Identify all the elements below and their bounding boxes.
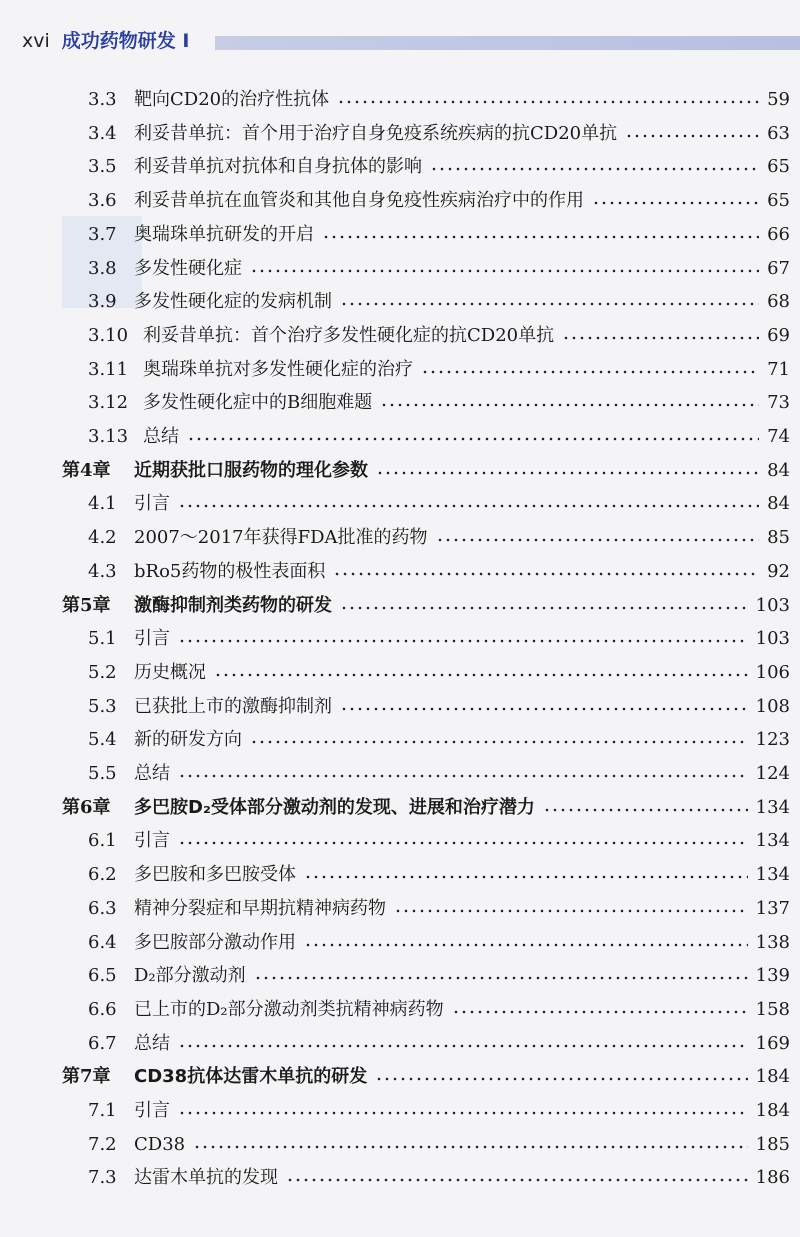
toc-entry-number: 5.1 <box>88 628 117 650</box>
toc-leader-dots <box>340 302 759 306</box>
toc-chapter-row <box>0 455 800 487</box>
toc-entry-number: 4.1 <box>88 493 117 515</box>
toc-section-row <box>0 1162 800 1194</box>
toc-entry-title: 多巴胺和多巴胺受体 <box>134 864 296 886</box>
toc-entry-number: 4.2 <box>88 527 117 549</box>
header-color-bar <box>215 36 800 50</box>
toc-leader-dots <box>286 1178 748 1182</box>
toc-page-number: 103 <box>755 594 790 616</box>
toc-leader-dots <box>322 235 759 239</box>
toc-entry-title: 利妥昔单抗：首个用于治疗自身免疫系统疾病的抗CD20单抗 <box>134 122 618 144</box>
toc-leader-dots <box>214 673 748 677</box>
toc-entry-number: 7.1 <box>88 1100 117 1121</box>
toc-page-number: 124 <box>755 763 790 784</box>
toc-entry-number: 6.6 <box>88 998 117 1020</box>
toc-chapter-row <box>0 1061 800 1093</box>
toc-section-row <box>0 556 800 588</box>
page-label: xvi <box>22 30 50 52</box>
toc-entry-number: 第7章 <box>62 1066 111 1088</box>
toc-page-number: 65 <box>767 190 790 212</box>
toc-page-number: 69 <box>767 324 790 346</box>
toc-section-row <box>0 1095 800 1127</box>
toc-page-number: 186 <box>755 1167 790 1189</box>
toc-entry-number: 6.7 <box>88 1032 117 1054</box>
toc-page-number: 106 <box>755 661 790 683</box>
toc-leader-dots <box>254 976 748 980</box>
toc-entry-title: CD38抗体达雷木单抗的研发 <box>134 1066 368 1088</box>
toc-page-number: 134 <box>755 830 790 852</box>
toc-section-row <box>0 522 800 554</box>
toc-leader-dots <box>436 538 759 542</box>
toc-leader-dots <box>333 572 759 576</box>
toc-entry-number: 3.12 <box>88 392 129 414</box>
toc-page-number: 84 <box>767 459 790 481</box>
toc-section-row <box>0 253 800 285</box>
toc-page-number: 134 <box>755 796 790 818</box>
toc-entry-title: 利妥昔单抗在血管炎和其他自身免疫性疾病治疗中的作用 <box>134 190 584 212</box>
toc-page-number: 66 <box>767 223 790 245</box>
toc-entry-title: 2007～2017年获得FDA批准的药物 <box>134 527 428 549</box>
toc-section-row <box>0 691 800 723</box>
toc-entry-title: 多巴胺部分激动作用 <box>134 931 296 953</box>
toc-entry-title: 已获批上市的激酶抑制剂 <box>134 695 332 717</box>
toc-entry-title: 新的研发方向 <box>134 729 242 751</box>
toc-page-number: 108 <box>755 695 790 717</box>
toc-entry-title: CD38 <box>134 1133 186 1155</box>
toc-entry-title: 近期获批口服药物的理化参数 <box>134 459 368 481</box>
toc-entry-number: 5.2 <box>88 661 117 683</box>
header-text <box>22 26 189 53</box>
toc-entry-title: 靶向CD20的治疗性抗体 <box>134 89 330 110</box>
toc-page-number: 123 <box>755 729 790 751</box>
toc-entry-title: 多发性硬化症的发病机制 <box>134 291 332 313</box>
toc-section-row <box>0 758 800 790</box>
toc-entry-title: 精神分裂症和早期抗精神病药物 <box>134 897 386 919</box>
toc-entry-number: 3.7 <box>88 223 117 245</box>
toc-entry-number: 3.8 <box>88 257 117 279</box>
toc-section-row <box>0 151 800 183</box>
toc-page-number: 71 <box>767 358 790 380</box>
toc-leader-dots <box>178 841 748 845</box>
toc-page-number: 67 <box>767 257 790 279</box>
toc-leader-dots <box>178 774 748 778</box>
toc-entry-number: 6.4 <box>88 931 117 953</box>
toc-entry-title: 利妥昔单抗：首个治疗多发性硬化症的抗CD20单抗 <box>143 324 555 346</box>
toc-chapter-row <box>0 792 800 824</box>
toc-leader-dots <box>304 943 748 947</box>
toc-entry-number: 第4章 <box>62 459 111 481</box>
toc-leader-dots <box>375 1077 748 1081</box>
toc-entry-number: 6.5 <box>88 965 117 987</box>
toc-entry-number: 3.3 <box>88 89 117 110</box>
toc-entry-number: 3.11 <box>88 358 129 380</box>
toc-entry-title: 已上市的D₂部分激动剂类抗精神病药物 <box>134 998 444 1020</box>
toc-entry-title: D₂部分激动剂 <box>134 965 246 987</box>
toc-entry-title: 历史概况 <box>134 661 206 683</box>
toc-section-row <box>0 219 800 251</box>
toc-page-number: 92 <box>767 560 790 582</box>
toc-entry-number: 4.3 <box>88 560 117 582</box>
toc-page-number: 74 <box>767 426 790 447</box>
toc-entry-number: 3.4 <box>88 122 117 144</box>
toc-chapter-row <box>0 590 800 622</box>
toc-entry-title: 总结 <box>134 763 170 784</box>
toc-entry-title: 达雷木单抗的发现 <box>134 1167 278 1189</box>
toc-leader-dots <box>430 167 759 171</box>
toc-section-row <box>0 387 800 419</box>
book-title: 成功药物研发 Ⅰ <box>61 30 190 52</box>
toc-entry-number: 第5章 <box>62 594 111 616</box>
toc-leader-dots <box>178 1044 748 1048</box>
toc-page-number: 103 <box>755 628 790 650</box>
toc-page-number: 158 <box>755 998 790 1020</box>
toc-section-row <box>0 724 800 756</box>
toc-entry-number: 3.10 <box>88 324 129 346</box>
toc-leader-dots <box>452 1010 748 1014</box>
toc-section-row <box>0 825 800 857</box>
toc-page-number: 184 <box>755 1066 790 1088</box>
toc-leader-dots <box>340 606 748 610</box>
toc-entry-title: bRo5药物的极性表面积 <box>134 560 326 582</box>
toc-section-row <box>0 320 800 352</box>
toc-section-row <box>0 1028 800 1060</box>
toc-leader-dots <box>340 707 748 711</box>
toc-entry-title: 总结 <box>134 1032 170 1054</box>
toc-section-row <box>0 286 800 318</box>
toc-leader-dots <box>178 639 748 643</box>
toc-entry-number: 3.13 <box>88 426 129 447</box>
toc-entry-number: 7.3 <box>88 1167 117 1189</box>
toc-leader-dots <box>250 269 759 273</box>
toc-section-row <box>0 185 800 217</box>
toc-section-row <box>0 84 800 116</box>
toc-page-number: 65 <box>767 156 790 178</box>
toc-entry-title: 多巴胺D₂受体部分激动剂的发现、进展和治疗潜力 <box>134 796 535 818</box>
toc-page-number: 73 <box>767 392 790 414</box>
toc-entry-title: 引言 <box>134 628 170 650</box>
toc-section-row <box>0 488 800 520</box>
toc-page-number: 134 <box>755 864 790 886</box>
toc-page-number: 137 <box>755 897 790 919</box>
running-header <box>0 22 800 52</box>
toc-leader-dots <box>178 504 759 508</box>
toc-leader-dots <box>178 1111 748 1115</box>
toc-entry-number: 6.3 <box>88 897 117 919</box>
toc-page-number: 59 <box>767 89 790 110</box>
toc-page-number: 138 <box>755 931 790 953</box>
toc-section-row <box>0 893 800 925</box>
toc-leader-dots <box>380 403 759 407</box>
toc-entry-number: 第6章 <box>62 796 111 818</box>
toc-entry-number: 3.5 <box>88 156 117 178</box>
toc-leader-dots <box>394 909 748 913</box>
toc-section-row <box>0 1129 800 1161</box>
toc-section-row <box>0 994 800 1026</box>
toc-leader-dots <box>376 471 759 475</box>
toc-leader-dots <box>250 740 748 744</box>
toc-section-row <box>0 118 800 150</box>
toc-page-number: 185 <box>755 1133 790 1155</box>
toc-section-row <box>0 859 800 891</box>
toc-entry-title: 引言 <box>134 1100 170 1121</box>
toc-entry-title: 激酶抑制剂类药物的研发 <box>134 594 332 616</box>
toc-entry-number: 5.5 <box>88 763 117 784</box>
toc-leader-dots <box>625 134 759 138</box>
toc-page-number: 139 <box>755 965 790 987</box>
toc-entry-number: 5.3 <box>88 695 117 717</box>
toc-page-number: 84 <box>767 493 790 515</box>
toc-entry-number: 5.4 <box>88 729 117 751</box>
toc-section-row <box>0 421 800 453</box>
toc-page-number: 184 <box>755 1100 790 1121</box>
toc-page-number: 169 <box>755 1032 790 1054</box>
toc-entry-number: 6.2 <box>88 864 117 886</box>
toc-entry-number: 7.2 <box>88 1133 117 1155</box>
toc-section-row <box>0 960 800 992</box>
toc-entry-title: 多发性硬化症 <box>134 257 242 279</box>
toc-entry-number: 6.1 <box>88 830 117 852</box>
toc-entry-title: 总结 <box>143 426 179 447</box>
toc-entry-number: 3.9 <box>88 291 117 313</box>
toc-page-number: 85 <box>767 527 790 549</box>
toc-entry-title: 引言 <box>134 493 170 515</box>
toc-entry-number: 3.6 <box>88 190 117 212</box>
toc-section-row <box>0 354 800 386</box>
toc-leader-dots <box>543 808 748 812</box>
toc-section-row <box>0 927 800 959</box>
toc-leader-dots <box>193 1145 748 1149</box>
toc-section-row <box>0 623 800 655</box>
toc-entry-title: 引言 <box>134 830 170 852</box>
toc-page-number: 68 <box>767 291 790 313</box>
toc-leader-dots <box>337 100 759 104</box>
toc-leader-dots <box>562 336 759 340</box>
toc-entry-title: 奥瑞珠单抗对多发性硬化症的治疗 <box>143 358 413 380</box>
toc-leader-dots <box>592 201 759 205</box>
toc-section-row <box>0 657 800 689</box>
toc-page-number: 63 <box>767 122 790 144</box>
toc-entry-title: 利妥昔单抗对抗体和自身抗体的影响 <box>134 156 422 178</box>
toc-entry-title: 奥瑞珠单抗研发的开启 <box>134 223 314 245</box>
toc-leader-dots <box>304 875 748 879</box>
toc-leader-dots <box>187 437 759 441</box>
toc-entry-title: 多发性硬化症中的B细胞难题 <box>143 392 373 414</box>
toc-leader-dots <box>421 370 759 374</box>
